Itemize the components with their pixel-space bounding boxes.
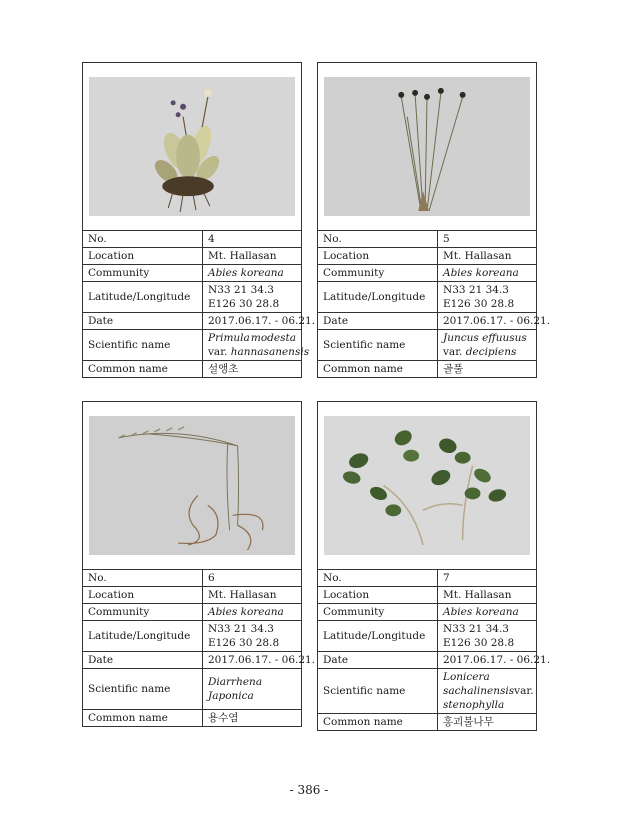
value-latlon [438,621,537,652]
label-community: Community [83,604,203,621]
value-common: 홍괴불나무 [438,714,537,731]
label-scientific: Scientific name [83,330,203,361]
value-no: 5 [438,231,537,248]
value-lon: E126 30 28.8 [208,298,280,310]
value-community: Abies koreana [438,604,537,621]
label-common: Common name [318,714,438,731]
label-latlon: Latitude/Longitude [318,282,438,313]
value-community: Abies koreana [438,265,537,282]
value-latlon [203,282,302,313]
label-no: No. [83,570,203,587]
value-common: 설앵초 [203,361,302,378]
label-community: Community [83,265,203,282]
label-community: Community [318,604,438,621]
label-community: Community [318,265,438,282]
sci-species: modesta [250,332,296,344]
specimen-info-table [317,230,551,378]
specimen-card-7 [317,401,551,731]
page-number: - 386 - [289,783,329,797]
value-no: 4 [203,231,302,248]
specimen-card-5 [317,62,551,378]
value-lon: E126 30 28.8 [208,637,280,649]
specimen-card-6 [82,401,316,727]
sci-species: sachalinensis [443,685,515,697]
sci-genus: Diarrhena [208,676,263,688]
label-latlon: Latitude/Longitude [83,282,203,313]
value-lat: N33 21 34.3 [208,623,274,635]
label-scientific: Scientific name [318,330,438,361]
sci-variety: stenophylla [443,699,505,711]
value-no: 7 [438,570,537,587]
photo-frame [317,401,537,569]
lonicera-specimen-photo [324,416,530,555]
photo-frame [82,401,302,569]
label-common: Common name [83,710,203,727]
value-location: Mt. Hallasan [438,248,537,265]
specimen-card-4 [82,62,316,378]
specimen-info-table [317,569,551,731]
label-location: Location [83,248,203,265]
sci-var: var. [443,346,463,358]
label-date: Date [318,652,438,669]
value-common: 용수염 [203,710,302,727]
sci-var: var. [514,685,534,697]
photo-frame [82,62,302,230]
value-scientific [438,669,537,714]
value-lat: N33 21 34.3 [443,284,509,296]
value-lon: E126 30 28.8 [443,637,515,649]
value-date: 2017.06.17. - 06.21. [203,652,302,669]
value-scientific [203,669,302,710]
sci-genus: Primula [208,332,250,344]
label-location: Location [318,248,438,265]
label-scientific: Scientific name [83,669,203,710]
value-scientific [203,330,310,361]
diarrhena-specimen-photo [89,416,295,555]
value-date: 2017.06.17. - 06.21. [203,313,302,330]
label-latlon: Latitude/Longitude [318,621,438,652]
value-community: Abies koreana [203,265,302,282]
value-no: 6 [203,570,302,587]
specimen-info-table [82,569,316,727]
value-scientific [438,330,537,361]
value-date: 2017.06.17. - 06.21. [438,652,537,669]
photo-frame [317,62,537,230]
primula-specimen-photo [89,77,295,216]
juncus-specimen-photo [324,77,530,216]
value-latlon [438,282,537,313]
value-community: Abies koreana [203,604,302,621]
label-location: Location [318,587,438,604]
specimen-info-table [82,230,316,378]
sci-variety: decipiens [465,346,517,358]
label-no: No. [318,231,438,248]
label-date: Date [83,652,203,669]
value-latlon [203,621,302,652]
sci-var: var. [208,346,228,358]
label-latlon: Latitude/Longitude [83,621,203,652]
label-common: Common name [318,361,438,378]
sci-genus: Lonicera [443,671,490,683]
sci-variety: hannasanensis [230,346,310,358]
sci-binomial: Juncus effuusus [443,332,527,344]
value-lon: E126 30 28.8 [443,298,515,310]
value-location: Mt. Hallasan [203,587,302,604]
value-location: Mt. Hallasan [203,248,302,265]
label-date: Date [83,313,203,330]
label-location: Location [83,587,203,604]
label-no: No. [318,570,438,587]
value-common: 골풀 [438,361,537,378]
value-lat: N33 21 34.3 [443,623,509,635]
value-location: Mt. Hallasan [438,587,537,604]
label-no: No. [83,231,203,248]
value-date: 2017.06.17. - 06.21. [438,313,537,330]
label-common: Common name [83,361,203,378]
label-scientific: Scientific name [318,669,438,714]
sci-species: Japonica [208,690,254,702]
value-lat: N33 21 34.3 [208,284,274,296]
label-date: Date [318,313,438,330]
